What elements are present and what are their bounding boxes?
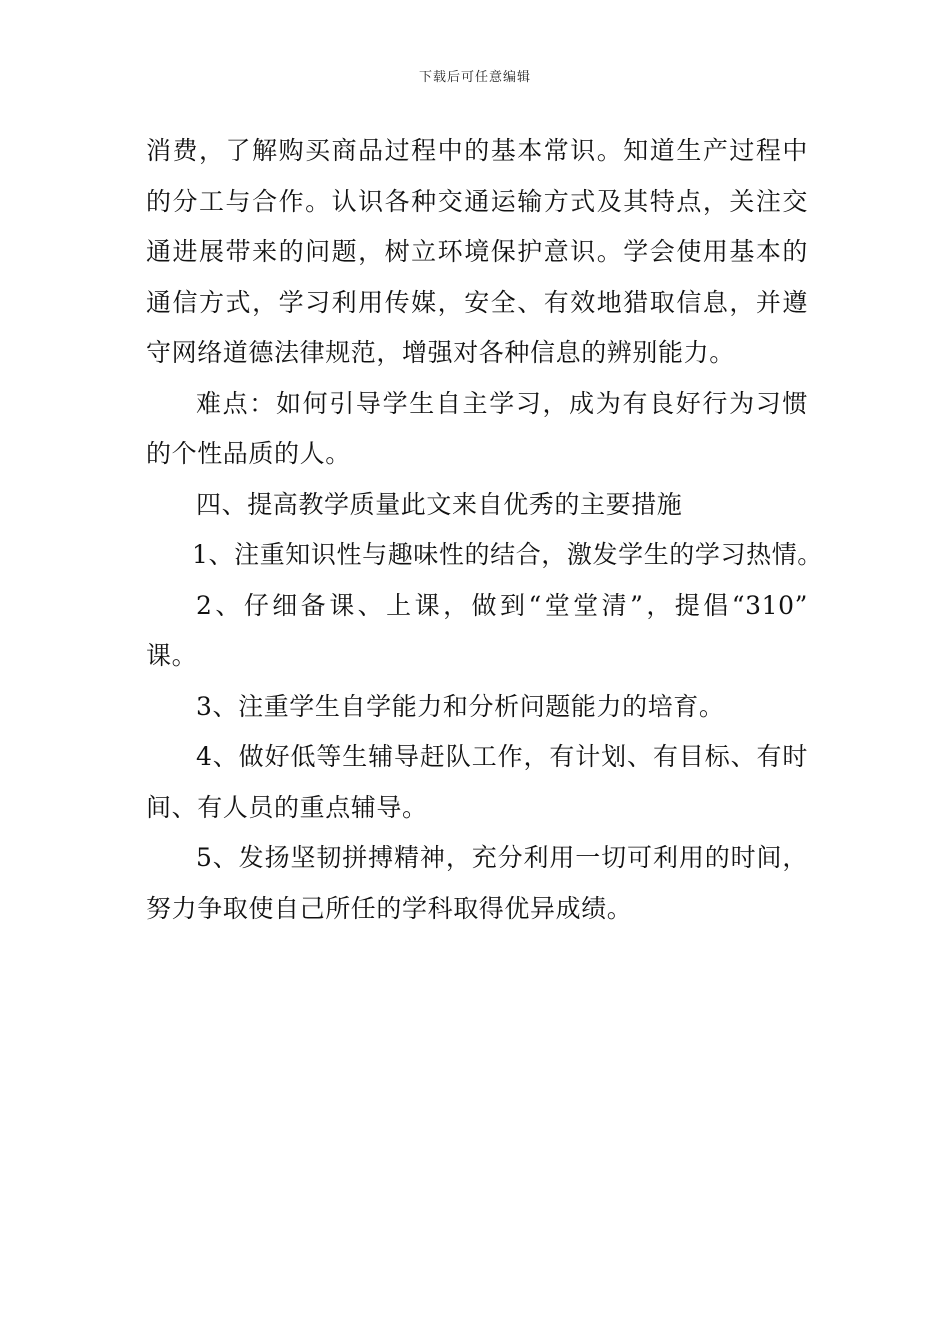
section-heading-4: 四、提高教学质量此文来自优秀的主要措施 [196,489,683,519]
measure-item-4: 4、做好低等生辅导赶队工作，有计划、有目标、有时 [196,742,808,771]
text-line-5: 守网络道德法律规范，增强对各种信息的辨别能力。 [146,338,735,367]
measure-item-5: 5、发扬坚韧拼搏精神，充分利用一切可利用的时间， [196,843,808,872]
measure-item-4-cont: 间、有人员的重点辅导。 [146,792,428,822]
measure-item-2: 2、仔细备课、上课，做到“堂堂清”，提倡“310” [196,590,808,620]
text-line-4: 通信方式，学习利用传媒，安全、有效地猎取信息，并遵 [146,287,808,317]
measure-item-5-cont: 努力争取使自己所任的学科取得优异成绩。 [146,893,633,923]
text-line-3: 通进展带来的问题，树立环境保护意识。学会使用基本的 [146,237,808,266]
text-line-7: 的个性品质的人。 [146,439,351,468]
document-body [146,126,823,934]
text-line-2: 的分工与合作。认识各种交通运输方式及其特点，关注交 [146,186,808,216]
measure-item-3: 3、注重学生自学能力和分析问题能力的培育。 [196,691,725,721]
text-line-6: 难点：如何引导学生自主学习，成为有良好行为习惯 [196,388,808,418]
measure-item-1: 1、注重知识性与趣味性的结合，激发学生的学习热情。 [192,540,823,569]
page-header: 下载后可任意编辑 [418,70,531,85]
text-line-1: 消费，了解购买商品过程中的基本常识。知道生产过程中 [146,136,808,165]
measure-item-2-cont: 课。 [146,641,198,670]
